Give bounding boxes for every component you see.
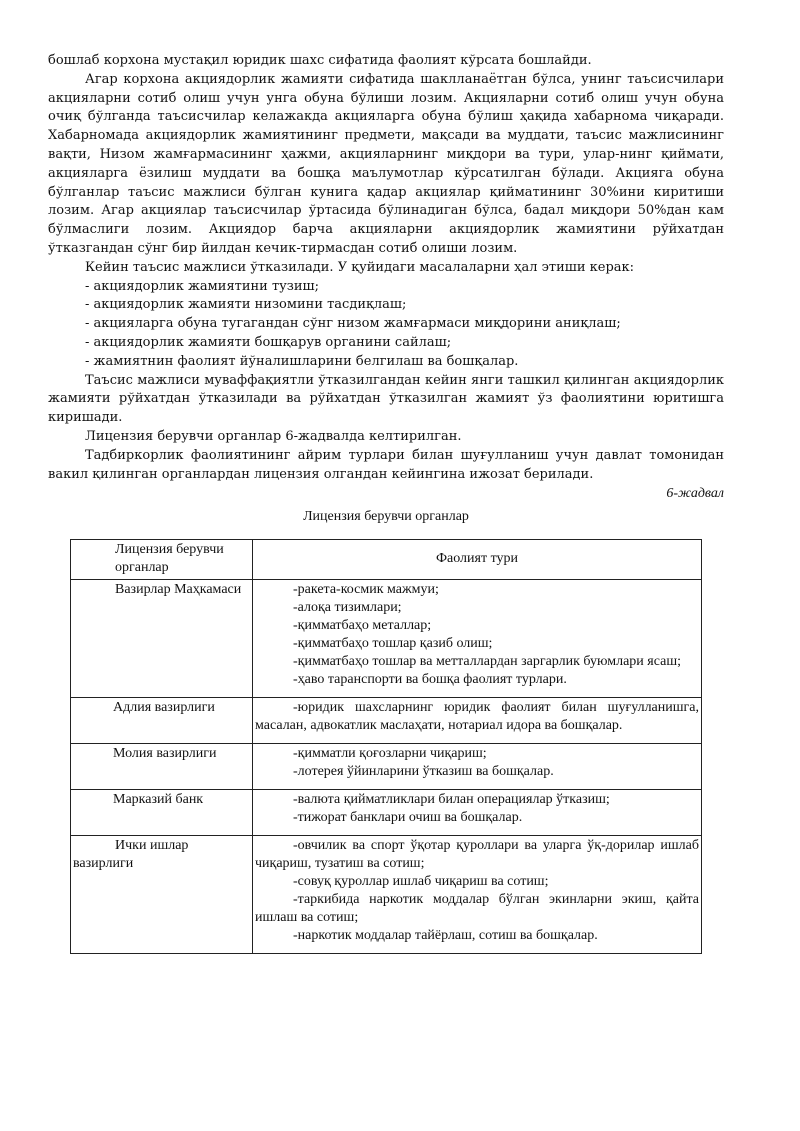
activity-item: -валюта қийматликлари билан операциялар ўтказиш; (293, 792, 610, 807)
license-authorities-table (70, 539, 702, 954)
activity-cell (253, 744, 702, 790)
list-item: - акциядорлик жамияти бошқарув органини сайлаш; (85, 334, 452, 350)
table-row (71, 744, 702, 790)
activity-item: -қимматли қоғозларни чиқариш; (293, 746, 487, 761)
table-number: 6-жадвал (666, 486, 724, 502)
document-page (48, 52, 724, 525)
list-item: - акциядорлик жамиятини тузиш; (85, 278, 320, 294)
list-item: - жамиятнин фаолият йўналишларини белгилаш ва бошқалар. (85, 353, 519, 369)
list-item: - акциядорлик жамияти низомини тасдиқлаш; (85, 297, 407, 313)
table-row (71, 836, 702, 954)
table-caption: Лицензия берувчи органлар (303, 509, 469, 525)
activity-item: -қимматбаҳо тошлар ва метталлардан заргарлик буюмлари ясаш; (293, 654, 682, 669)
activity-item: -лотерея ўйинларини ўтказиш ва бошқалар. (293, 764, 554, 779)
activity-item: -тижорат банклари очиш ва бошқалар. (293, 810, 523, 825)
table-header-row (71, 540, 702, 580)
paragraph-founding-meeting: Кейин таъсис мажлиси ўтказилади. У қуйидаги масалаларни ҳал этиши керак: (85, 259, 635, 275)
org-cell: Молия вазирлиги (71, 744, 253, 790)
list-item: - акцияларга обуна тугагандан сўнг низом жамғармаси миқдорини аниқлаш; (85, 316, 621, 332)
activity-cell (253, 836, 702, 954)
table-row (71, 698, 702, 744)
activity-item: -совуқ қуроллар ишлаб чиқариш ва сотиш; (293, 874, 549, 889)
activity-item: -алоқа тизимлари; (293, 600, 402, 615)
org-cell: Ички ишлар вазирлиги (71, 836, 253, 954)
activity-item: -таркибида наркотик моддалар бўлган экинларни экиш, қайта ишлаш ва сотиш; (255, 892, 699, 925)
paragraph-registration: Таъсис мажлиси муваффақиятли ўтказилгандан кейин янги ташкил қилинган акциядорлик жамияти рўйхатдан ўтказилади ва рўйхатдан ўтказилган жамият ўз фаолиятини юритишга киришади. (48, 372, 724, 426)
activity-cell (253, 698, 702, 744)
org-cell: Вазирлар Маҳкамаси (71, 580, 253, 698)
activity-item: -қимматбаҳо металлар; (293, 618, 432, 633)
activity-item: -ҳаво таранспорти ва бошқа фаолият турлари. (293, 672, 567, 687)
activity-cell (253, 580, 702, 698)
paragraph-joint-stock: Агар корхона акциядорлик жамияти сифатида шаклланаётган бўлса, унинг таъсисчилари акцияларни сотиб олиш учун унга обуна бўлиши лозим. Акцияларни сотиб олиш учун обуна очиқ бўлганда таъсисчилар келажакда акцияларга обуна бўлиш ҳақида хабарнома чиқаради. Хабарномада акциядорлик жамиятининг предмети, мақсади ва муддати, таъсис мажлисининг вақти, Низом жамғармасининг ҳажми, акцияларнинг миқдори ва тури, улар-нинг қиймати, акцияларга ёзилиш муддати ва бошқа маълумотлар кўрсатилган бўлади. Акцияга обуна бўлганлар таъсис мажлиси бўлган кунига қадар акциялар қийматининг 30%ини киритиши лозим. Агар акциялар таъсисчилар ўртасида бўлинадиган бўлса, бадал миқдори 50%дан кам бўлмаслиги лозим. Акциядор барча акцияларни акциядорлик жамиятини рўйхатдан ўтказгандан сўнг бир йилдан кечик-тирмасдан сотиб олиши лозим. (48, 71, 724, 256)
founding-meeting-tasks-list (48, 278, 724, 372)
paragraph-continuation: бошлаб корхона мустақил юридик шахс сифатида фаолият кўрсата бошлайди. (48, 53, 592, 68)
activity-item: -қимматбаҳо тошлар қазиб олиш; (293, 636, 493, 651)
paragraph-table-reference: Лицензия берувчи органлар 6-жадвалда келтирилган. (85, 428, 462, 444)
activity-item: -ракета-космик мажмуи; (293, 582, 439, 597)
activity-item: -юридик шахсларнинг юридик фаолият билан шуғулланишга, масалан, адвокатлик маслаҳати, нотариал идора ва бошқалар. (255, 700, 699, 733)
activity-cell (253, 790, 702, 836)
activity-item: -овчилик ва спорт ўқотар қуроллари ва уларга ўқ-дорилар ишлаб чиқариш, тузатиш ва сотиш; (255, 838, 699, 871)
header-activity: Фаолият тури (253, 540, 702, 580)
org-cell: Марказий банк (71, 790, 253, 836)
table-row (71, 790, 702, 836)
activity-item: -наркотик моддалар тайёрлаш, сотиш ва бошқалар. (293, 928, 598, 943)
paragraph-license: Тадбиркорлик фаолиятининг айрим турлари билан шуғулланиш учун давлат томонидан вакил қилинган органлардан лицензия олгандан кейингина ижозат берилади. (48, 447, 724, 482)
org-cell: Адлия вазирлиги (71, 698, 253, 744)
table-row (71, 580, 702, 698)
header-org: Лицензия берувчи органлар (71, 540, 253, 580)
